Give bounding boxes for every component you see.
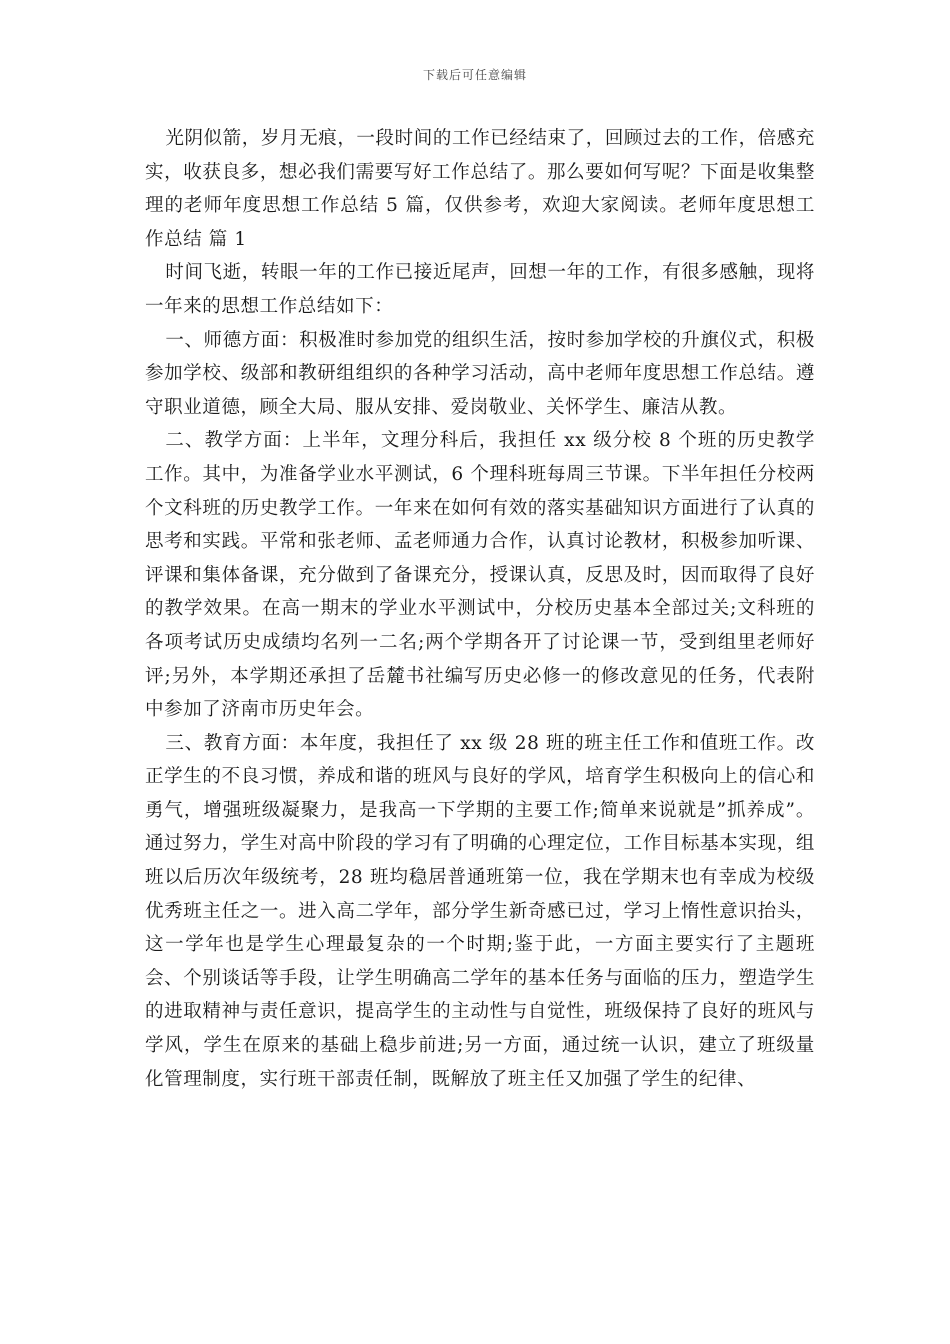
teaching-section-paragraph: 二、教学方面：上半年，文理分科后，我担任 xx 级分校 8 个班的历史教学工作。其中，为准备学业水平测试，6 个理科班每周三节课。下半年担任分校两个文科班的历史教学工作。一年来在如何有效的落实基础知识方面进行了认真的思考和实践。平常和张老师、孟老师通力合作，认真讨论教材，积极参加听课、评课和集体备课，充分做到了备课充分，授课认真，反思及时，因而取得了良好的教学效果。在高一期末的学业水平测试中，分校历史基本全部过关;文科班的各项考试历史成绩均名列一二名;两个学期各开了讨论课一节，受到组里老师好评;另外，本学期还承担了岳麓书社编写历史必修一的修改意见的任务，代表附中参加了济南市历史年会。 — [145, 430, 815, 721]
education-section-paragraph: 三、教育方面：本年度，我担任了 xx 级 28 班的班主任工作和值班工作。改正学生的不良习惯，养成和谐的班风与良好的学风，培育学生积极向上的信心和勇气，增强班级凝聚力，是我高一下学期的主要工作;简单来说就是”抓养成”。通过努力，学生对高中阶段的学习有了明确的心理定位，工作目标基本实现，组班以后历次年级统考，28 班均稳居普通班第一位，我在学期末也有幸成为校级优秀班主任之一。进入高二学年，部分学生新奇感已过，学习上惰性意识抬头，这一学年也是学生心理最复杂的一个时期;鉴于此，一方面主要实行了主题班会、个别谈话等手段，让学生明确高二学年的基本任务与面临的压力，塑造学生的进取精神与责任意识，提高学生的主动性与自觉性，班级保持了良好的班风与学风，学生在原来的基础上稳步前进;另一方面，通过统一认识，建立了班级量化管理制度，实行班干部责任制，既解放了班主任又加强了学生的纪律、 — [145, 732, 815, 1090]
page-header: 下载后可任意编辑 — [422, 68, 527, 82]
opening-paragraph: 时间飞逝，转眼一年的工作已接近尾声，回想一年的工作，有很多感触，现将一年来的思想工作总结如下： — [145, 262, 815, 317]
intro-paragraph: 光阴似箭，岁月无痕，一段时间的工作已经结束了，回顾过去的工作，倍感充实，收获良多，想必我们需要写好工作总结了。那么要如何写呢？下面是收集整理的老师年度思想工作总结 5 篇，仅供参考，欢迎大家阅读。老师年度思想工作总结 篇 1 — [145, 128, 815, 250]
ethics-section-paragraph: 一、师德方面：积极准时参加党的组织生活，按时参加学校的升旗仪式，积极参加学校、级部和教研组组织的各种学习活动，高中老师年度思想工作总结。遵守职业道德，顾全大局、服从安排、爱岗敬业、关怀学生、廉洁从教。 — [145, 329, 815, 418]
document-body — [145, 122, 815, 1096]
